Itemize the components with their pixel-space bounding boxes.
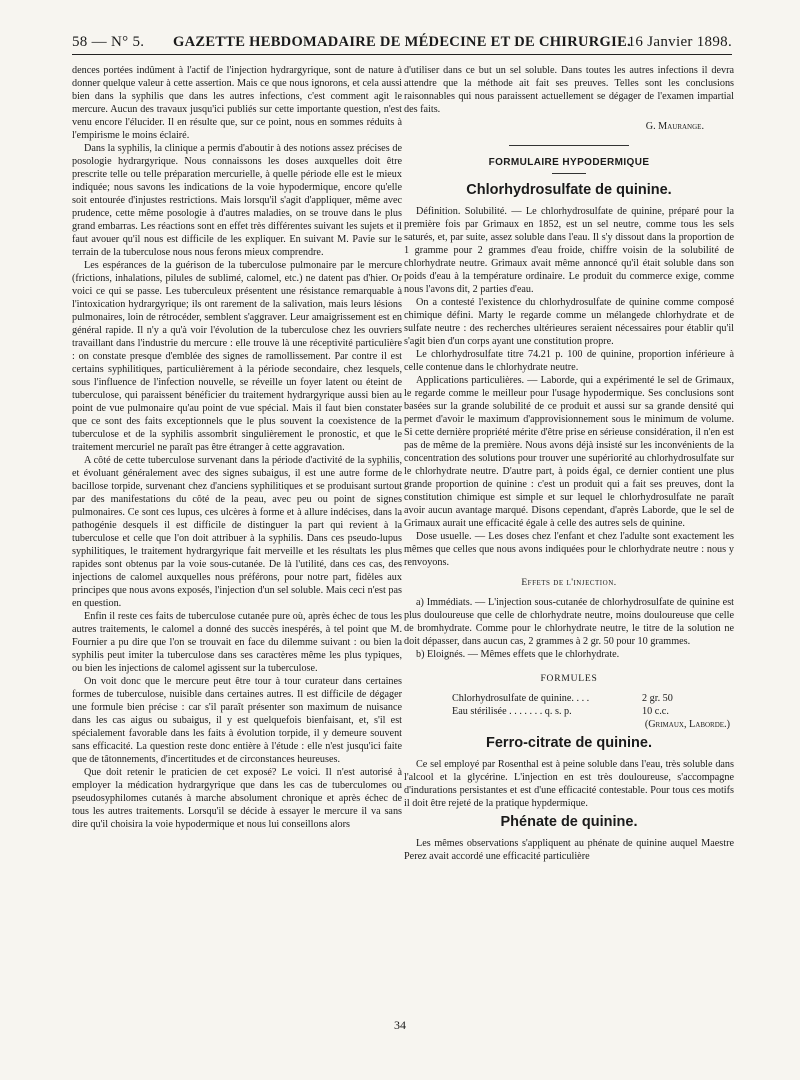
section-title: FORMULAIRE HYPODERMIQUE [488,157,650,168]
page-number: 34 [394,1018,406,1032]
paragraph: Ce sel employé par Rosenthal est à peine soluble dans l'eau, très soluble dans l'alcool et la glycérine. L'injection en est très douloureuse, s'accompagne d'indurations persistantes et est d'une efficacité contestable. Pour tous ces motifs il doit être rejeté de la pratique hypdermique. [404,759,734,809]
section-divider [509,145,629,146]
paragraph: Les mêmes observations s'appliquent au phénate de quinine auquel Maestre Perez avait accordé une efficacité particulière [404,838,734,862]
right-column [404,64,734,863]
paragraph: A côté de cette tuberculose survenant dans la période d'activité de la syphilis, et évoluant généralement avec des signes subaigus, il est une autre forme de bacillose torpide, survenant chez d'anciens syphilitiques et se produisant surtout par des manifestations du côté de la peau, avec peu ou point de signes pulmonaires. Ce sont ces lupus, ces ulcères à forme et à allure indécises, dans la pathogénie desquels il est difficile de distinguer la part qui revient à la tuberculose et celle que l'on doit attribuer à la syphilis. Dans ces pseudo-lupus syphilitiques, le traitement hydrargyrique fait merveille et les résultats les plus rapides sont obtenus par la voie sous-cutanée. De là l'utilité, dans ces cas, des injections de calomel auxquelles nous préférons, pour notre part, fidèles aux principes que nous avons exposés, l'injection d'un sel soluble. Mais ceci n'est pas en question. [72,455,402,609]
subsection-title: Effets de l'injection. [521,578,617,588]
article-title: Phénate de quinine. [500,814,638,830]
formula-ingredient: Chlorhydrosulfate de quinine. . . . [452,693,590,704]
paragraph: a) Immédiats. — L'injection sous-cutanée de chlorhydrosulfate de quinine est plus douloureuse que celle de chlorhydrate neutre, moins douloureuse que celle de bromhydrate. Comme pour le chlorhydrate neutre, le titre de la solution ne doit dépasser, dans aucun cas, 2 grammes à 2 gr. 50 pour 10 grammes. [404,597,734,647]
formula-row [452,692,734,705]
formula-quantity: 10 c.c. [642,706,669,717]
paragraph: Définition. Solubilité. — Le chlorhydrosulfate de quinine, préparé pour la première fois par Grimaux en 1852, est un sel neutre, comme tous les sels saturés, et, par suite, assez soluble dans l'eau. Il s'y dissout dans la proportion de 1 gramme pour 2 grammes d'eau froide, chiffre voisin de la solubilité de chlorhydrate neutre. Grimaux avait même annoncé qu'il était soluble dans son poids d'eau à la température ordinaire. Le produit du commerce exige, comme nous l'avons dit, 2 parties d'eau. [404,206,734,295]
formula-quantity: 2 gr. 50 [642,693,673,704]
left-column [72,64,402,831]
paragraph: Enfin il reste ces faits de tuberculose cutanée pure où, après échec de tous les autres traitements, le calomel a donné des succès inespérés, à tel point que M. Fournier a pu dire que l'on se trouvait en face du dilemme suivant : ou bien la syphilis peut imiter la tuberculose dans ses caractères même les plus typiques, ou bien les injections de calomel agissent sur la tuberculose. [72,611,402,674]
paragraph: Dans la syphilis, la clinique a permis d'aboutir à des notions assez précises de posologie hydrargyrique. Nous connaissons les doses auxquelles doit être prescrite telle ou telle préparation mercurielle, à quelle période elle est le mieux indiquée; nous savons les indications de la voie hypodermique, encore qu'elle soit entourée d'injustes restrictions. Mais lorsqu'il s'agit d'appliquer, même avec prudence, cette même posologie à d'autres maladies, on se trouve dans le plus grand embarras. Les réactions sont en effet très différentes suivant les sujets et il faut avouer qu'il nous est difficile de les expliquer. En suivant M. Pavie sur le terrain de la tuberculose nous nous ferons mieux comprendre. [72,143,402,258]
formulas-title: FORMULES [540,674,598,684]
page-issue: 58 — N° 5. [72,34,145,50]
paragraph: On a contesté l'existence du chlorhydrosulfate de quinine comme composé chimique défini. Marty le regarde comme un mélangede chlorhydrate et de sulfate neutre : des recherches ultérieures seraient nécessaires pour établir qu'il s'agit bien d'un corps ayant une constitution propre. [404,297,734,347]
formula-credit: (Grimaux, Laborde.) [644,719,730,730]
paragraph: Dose usuelle. — Les doses chez l'enfant et chez l'adulte sont exactement les mêmes que celles que nous avons indiquées pour le chlorhydrate neutre : nous y renvoyons. [404,531,734,568]
paragraph: On voit donc que le mercure peut être tour à tour curateur dans certaines formes de tuberculose, nuisible dans certaines autres. Il est difficile de dégager une formule bien précise : car s'il paraît présenter son maximum de nuisance dans les cas aigus ou subaigus, il y est quelquefois bienfaisant, et, s'il est spécialement favorable dans les faits à évolution torpide, il y demeure souvent sans efficacité. La question reste donc entière à l'étude : elle n'est jusqu'ici faite que de tâtonnements, d'incertitudes et de circonstances heureuses. [72,676,402,765]
formula-block [452,692,734,731]
formula-ingredient: Eau stérilisée . . . . . . . q. s. p. [452,706,572,717]
issue-date: 16 Janvier 1898. [627,34,732,50]
article-title: Chlorhydrosulfate de quinine. [466,182,672,198]
title-underline [552,173,586,174]
paragraph: Le chlorhydrosulfate titre 74.21 p. 100 de quinine, proportion inférieure à celle contenue dans le chlorhydrate neutre. [404,349,734,373]
paragraph: b) Eloignés. — Mêmes effets que le chlorhydrate. [416,649,620,660]
journal-title: GAZETTE HEBDOMADAIRE DE MÉDECINE ET DE CHIRURGIE. [173,34,631,50]
paragraph: dences portées indûment à l'actif de l'injection hydrargyrique, sont de nature à donner quelque valeur à cette assertion. Mais ce que nous ignorons, et cela aussi bien dans la syphilis que dans les autres infections, c'est comment agit le mercure. Aucun des travaux jusqu'ici publiés sur cette importante question, n'est venu encore l'élucider. Il en résulte que, sur ce point, nous en sommes réduits à l'empirisme le moins éclairé. [72,65,402,141]
paragraph: Les espérances de la guérison de la tuberculose pulmonaire par le mercure (frictions, inhalations, pilules de sublimé, calomel, etc.) ne datent pas d'hier. Or voici ce qui se passe. Les tuberculeux présentent une résistance remarquable à l'intoxication hydrargyrique; ils ont rarement de la salivation, mais leurs lésions pulmonaires, loin de rétrocéder, semblent s'aggraver. Leur amaigrissement est en général rapide. Il n'y a qu'à voir l'évolution de la tuberculose chez les ouvriers travaillant dans l'industrie du mercure : elle trouve là une réceptivité particulière : on constate presque d'emblée des signes de ramollissement. Par contre il est certains syphilitiques, particulièrement à la période secondaire, chez lesquels, sous l'influence de l'infection nouvelle, se réveille un foyer latent ou éteint de tuberculose, qui paraissent bénéficier du traitement hydrargyrique aussi bien au point de vue pulmonaire qu'au point de vue spécial. Mais il faut bien constater que ce sont des faits exceptionnels que le plus souvent la coexistence de la tuberculose et de la syphilis assombrit singulièrement le pronostic, et que le traitement mercuriel ne paraît pas être étranger à cette aggravation. [72,260,402,453]
running-header [72,32,732,55]
article-title: Ferro-citrate de quinine. [486,735,652,751]
author-signature: G. Maurange. [645,121,704,132]
formula-row [452,705,734,718]
paragraph: d'utiliser dans ce but un sel soluble. Dans toutes les autres infections il devra attendre que la méthode ait fait ses preuves. Telles sont les conclusions raisonnables qui nous paraissent actuellement se dégager de l'examen impartial des faits. [404,65,734,115]
paragraph: Que doit retenir le praticien de cet exposé? Le voici. Il n'est autorisé à employer la médication hydrargyrique que dans les cas de tuberculomes ou pseudosyphilomes cutanés à marche absolument chronique et après échec de tous les autres traitements. Lorsqu'il se décide à essayer le mercure il va sans dire qu'il choisira la voie hypodermique et nous lui conseillons alors [72,767,402,830]
paragraph: Applications particulières. — Laborde, qui a expérimenté le sel de Grimaux, le regarde comme le meilleur pour l'usage hypodermique. Ses conclusions sont basées sur la grande solubilité de ce produit et aussi sur sa grande densité qui permet d'avoir le maximum d'approvisionnement sous le minimum de volume. Si cette dernière propriété mérite d'être prise en sérieuse considération, il n'en est pas de même de la première. Nous avons déjà insisté sur les inconvénients de la concentration des solutions pour trouver une supériorité au chlorhydrosulfate sur le chlorhydrate neutre. D'autre part, à poids égal, ce dernier contient une plus grande proportion de quinine : c'est un produit qui a fait ses preuves, dont la constitution chimique est simple et sur lequel le chlorhydrosulfate ne paraît avoir aucun avantage marqué. Disons cependant, d'après Laborde, que le sel de Grimaux aurait une efficacité égale à celle des autres sels de quinine. [404,375,734,529]
